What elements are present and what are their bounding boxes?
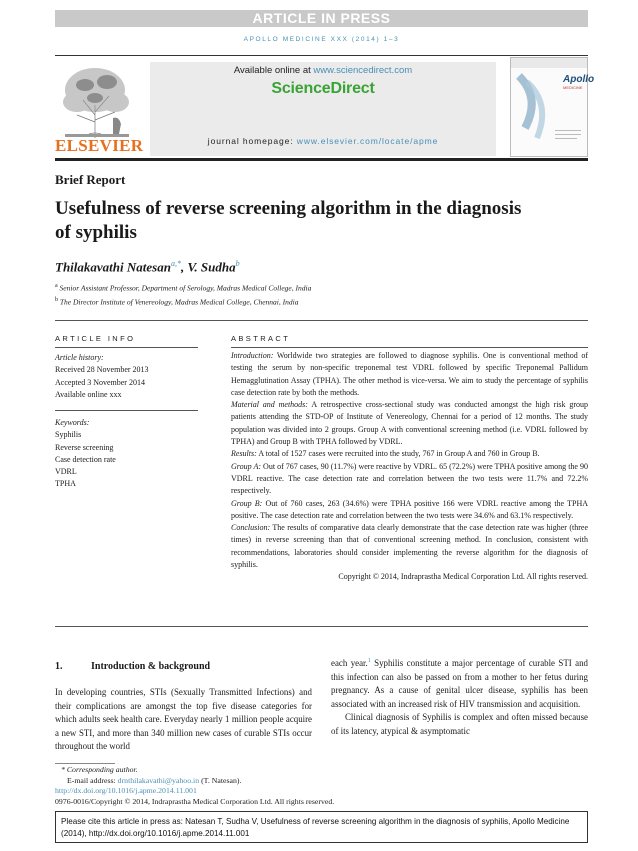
section-heading: 1. Introduction & background — [55, 661, 211, 672]
cover-subtitle: MEDICINE — [563, 85, 583, 90]
affiliation-a: $^a$ Senior Assistant Professor, Department of Serology, Madras Medical College, India — [55, 283, 312, 293]
abstract-rule — [231, 347, 588, 348]
author-list: Thilakavathi Natesan$^{a,*}$, V. Sudha$^b$ — [55, 259, 240, 275]
abstract-copyright: Copyright © 2014, Indraprastha Medical Corporation Ltd. All rights reserved. — [338, 572, 588, 582]
cover-title: Apollo — [563, 74, 595, 85]
elsevier-wordmark: ELSEVIER — [55, 136, 144, 155]
cover-art — [511, 58, 595, 156]
journal-cover-thumbnail — [510, 57, 595, 157]
masthead-bottom-rule — [55, 158, 588, 161]
author-marks[interactable]: a,* — [170, 259, 181, 268]
title-divider — [55, 320, 588, 321]
available-online: Available online at www.sciencedirect.com — [233, 65, 413, 76]
article-info-heading: ARTICLE INFO — [55, 334, 136, 343]
body-right-column: each year.$^1$ Syphilis constitute a major percentage of curable STI and this infection can also be passed on from a mother to her fetus during pregnancy. As a cause of genital ulcer disease, syphilis has been associated with an increased risk of HIV transmission and acquisition. Clinical diagnosis of Syphilis is complex and often missed because of its latency, atypical & asymptomatic — [331, 657, 588, 736]
keywords-list: Keywords: Syphilis Reverse screening Case detection rate VDRL TPHA — [55, 417, 116, 491]
article-type: Brief Report — [55, 172, 126, 187]
article-info-rule — [55, 347, 198, 348]
keywords-rule — [55, 410, 198, 411]
author-name[interactable]: Thilakavathi Natesan — [55, 259, 171, 275]
masthead-top-rule — [55, 55, 588, 56]
doi-link[interactable]: http://dx.doi.org/10.1016/j.apme.2014.11.001 — [55, 786, 197, 796]
abstract-heading: ABSTRACT — [231, 334, 291, 343]
sciencedirect-link[interactable]: www.sciencedirect.com — [313, 65, 413, 76]
footnotes: * Corresponding author. E-mail address: drnthilakavathi@yahoo.in (T. Natesan). http://dx.doi.org/10.1016/j.apme.2014.11.001 0976-0016/Copyright © 2014, Indraprastha Medical Corporation Ltd. All rights reserved. — [55, 765, 588, 807]
sciencedirect-logo: ScienceDirect — [271, 80, 375, 97]
author-marks[interactable]: b — [235, 259, 240, 268]
keyword: Syphilis — [55, 430, 82, 440]
affiliation-b: $^b$ The Director Institute of Venereology, Madras Medical College, Chennai, India — [55, 297, 299, 307]
journal-homepage: journal homepage: www.elsevier.com/locate/apme — [207, 136, 439, 146]
abstract-body: Introduction: Worldwide two strategies are followed to diagnose syphilis. One is conventional method of testing the serum by non-specific treponemal test VDRL followed by specific Treponemal Pallidum Hemagglutination Assay (TPHA). The other method is vice-versa. We aim to study the percentage of syphilis case detection rate by both the methods. Material and methods: A retrospective cross-sectional study was conducted amongst the high risk group patients attending the STD-OP of Institute of Venereology, Chennai for a period of 12 months. The study population was divided into 2 groups. Group A with conventional screening method (i.e. VDRL followed by TPHA) and Group B with TPHA followed by VDRL. Results: A total of 1527 cases were recruited into the study, 767 in Group A and 760 in Group B. Group A: Out of 767 cases, 90 (11.7%) were reactive by VDRL. 65 (72.2%) were TPHA positive among the 90 VDRL reactive. The case detection rate and correlation between the two tests were 11.7% and 72.2% respectively. Group B: Out of 760 cases, 263 (34.6%) were TPHA positive 166 were VDRL reactive among the TPHA positive. The case detection rate and correlation between the two tests were 34.6% and 63.1% respectively. Conclusion: The results of comparative data clearly demonstrate that the case detection rate was higher (three times) in reverse screening than that of conventional screening method. In conclusion, consistent with recommendations, laboratories should consider implementing the reverse algorithm for the diagnosis of syphilis. Copyright © 2014, Indraprastha Medical Corporation Ltd. All rights reserved. — [231, 350, 588, 584]
article-history: Article history: Received 28 November 2013 Accepted 3 November 2014 Available online xxx — [55, 353, 149, 399]
abstract-bottom-rule — [55, 626, 588, 627]
reference-link[interactable]: 1 — [367, 658, 371, 664]
citation-box: Please cite this article in press as: Natesan T, Sudha V, Usefulness of reverse screening algorithm in the diagnosis of syphilis, Apollo Medicine (2014), http://dx.doi.org/10.1016/j.apme.2014.11.001 — [55, 811, 588, 843]
article-title: Usefulness of reverse screening algorithm in the diagnosis of syphilis — [55, 198, 522, 243]
article-in-press-banner: ARTICLE IN PRESS — [55, 10, 588, 27]
keyword: TPHA — [55, 479, 76, 489]
keyword: Case detection rate — [55, 454, 116, 464]
footnote-rule — [55, 763, 115, 764]
author-name[interactable]: V. Sudha — [187, 259, 236, 275]
keyword: Reverse screening — [55, 442, 114, 452]
author-email-link[interactable]: drnthilakavathi@yahoo.in — [117, 775, 200, 785]
running-head: APOLLO MEDICINE XXX (2014) 1–3 — [243, 36, 400, 43]
body-left-column: In developing countries, STIs (Sexually Transmitted Infections) and their complications are amongst the top five disease categories for which adults seek health care. Everyday nearly 1 million people acquire a new STI, and more than 340 million new cases of curable STIs occur throughout the world — [55, 687, 312, 752]
keyword: VDRL — [55, 467, 77, 477]
journal-homepage-link[interactable]: www.elsevier.com/locate/apme — [296, 136, 439, 146]
